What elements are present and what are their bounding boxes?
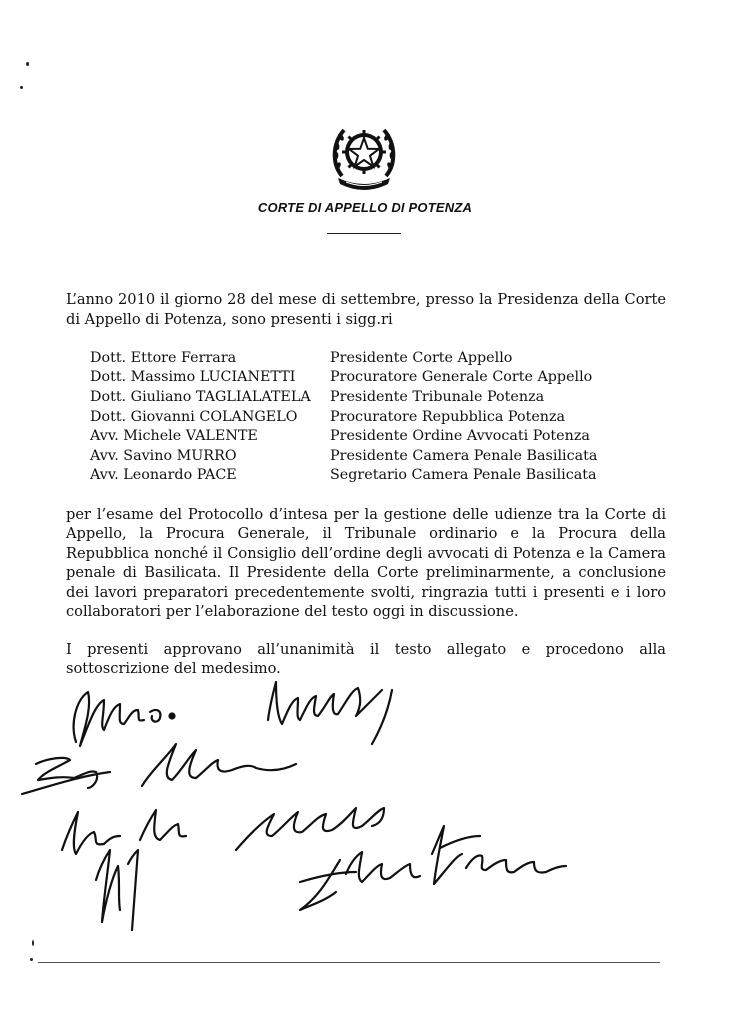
attendee-row [90,446,670,466]
attendee-row [90,426,670,446]
attendee-role: Procuratore Generale Corte Appello [330,369,593,386]
attendee-name: Avv. Savino MURRO [90,447,237,464]
scan-speck [20,86,23,89]
title-underline [327,233,401,234]
attendee-name: Dott. Giuliano TAGLIALATELA [90,388,311,405]
signature-7f-icon [466,856,566,873]
scan-speck [30,958,33,961]
signature-3c-icon [142,744,296,786]
signature-1b-icon [150,710,160,722]
signature-7c-icon [346,852,420,882]
closing-paragraph: I presenti approvano all’unanimità il testo allegato e procedono alla sottoscrizione del medesimo. [66,641,666,678]
signatures-area [0,660,730,960]
attendee-name: Avv. Leonardo PACE [90,467,237,484]
attendee-name: Dott. Ettore Ferrara [90,349,237,366]
signature-6b-icon [128,850,138,930]
attendees-list [90,348,670,485]
signature-3b-icon [36,758,97,788]
body-paragraph: per l’esame del Protocollo d’intesa per la gestione delle udienze tra la Corte di Appello, la Procura Generale, il Tribunale ordinario e la Procura della Repubblica nonché il Consiglio dell’ordine degli avvocati di Potenza e la Camera penale di Basilicata. Il Presidente della Corte preliminarmente, a conclusione dei lavori preparatori precedentemente svolti, ringrazia tutti i presenti e i loro collaboratori per l’elaborazione del testo oggi in discussione. [66,506,666,621]
attendee-name: Dott. Giovanni COLANGELO [90,408,298,425]
attendee-row [90,348,670,368]
attendee-role: Segretario Camera Penale Basilicata [330,467,597,484]
bottom-divider [38,962,660,963]
signature-1-icon [74,692,144,746]
attendee-name: Avv. Michele VALENTE [90,428,258,445]
signature-7b-icon [300,860,340,910]
attendee-row [90,368,670,388]
italian-republic-emblem-icon [328,118,400,192]
signature-4b-icon [140,810,186,840]
scan-speck [32,940,34,946]
attendee-row [90,387,670,407]
signature-5-icon [236,808,384,850]
signature-6-icon [96,850,120,922]
signature-7e-icon [440,836,480,848]
signature-2-icon [268,682,382,724]
signature-7d-icon [432,826,462,884]
attendee-role: Presidente Corte Appello [330,349,513,366]
attendee-role: Presidente Camera Penale Basilicata [330,447,598,464]
scan-speck [26,62,29,66]
court-title: CORTE DI APPELLO DI POTENZA [257,200,473,215]
attendee-role: Presidente Ordine Avvocati Potenza [330,428,590,445]
attendee-row [90,466,670,486]
attendee-role: Procuratore Repubblica Potenza [330,408,566,425]
attendee-row [90,407,670,427]
attendee-role: Presidente Tribunale Potenza [330,388,545,405]
intro-paragraph: L’anno 2010 il giorno 28 del mese di settembre, presso la Presidenza della Corte di Appello di Potenza, sono presenti i sigg.ri [66,291,666,328]
signature-4-icon [62,812,120,854]
attendee-name: Dott. Massimo LUCIANETTI [90,369,296,386]
